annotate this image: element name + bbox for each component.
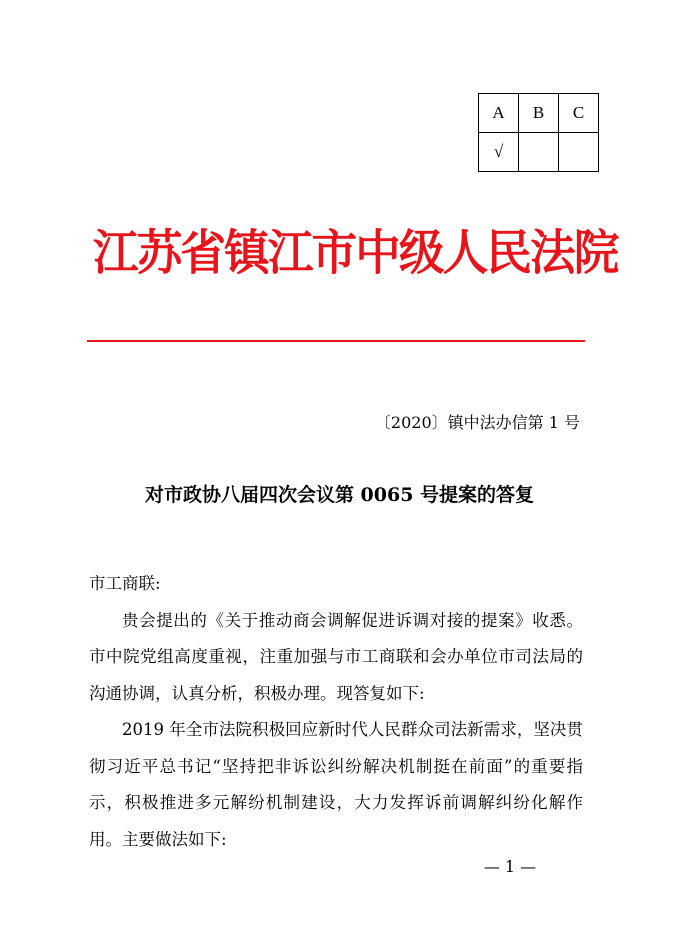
- grade-header-b: B: [519, 94, 559, 133]
- body-paragraph: 贵会提出的《关于推动商会调解促进诉调对接的提案》收悉。市中院党组高度重视，注重加强与市工商联和会办单位市司法局的沟通协调，认真分析，积极办理。现答复如下:: [89, 610, 583, 703]
- grade-box: [478, 93, 599, 172]
- body-paragraph: 2019 年全市法院积极回应新时代人民群众司法新需求，坚决贯彻习近平总书记“坚持把非诉讼纠纷解决机制挺在前面”的重要指示，积极推进多元解纷机制建设，大力发挥诉前调解纠纷化解作用。主要做法如下:: [89, 720, 583, 849]
- document-number: 〔2020〕镇中法办信第 1 号: [374, 413, 580, 432]
- grade-header-row: [479, 94, 599, 133]
- grade-header-c: C: [559, 94, 599, 133]
- salutation: 市工商联:: [89, 574, 161, 593]
- page-number: — 1 —: [483, 857, 537, 876]
- grade-mark-c: [559, 133, 599, 172]
- red-divider: [87, 340, 585, 342]
- document-body: [89, 566, 583, 858]
- grade-header-a: A: [479, 94, 519, 133]
- court-name-heading: 江苏省镇江市中级人民法院: [93, 225, 618, 281]
- grade-mark-a: √: [479, 133, 519, 172]
- grade-mark-row: [479, 133, 599, 172]
- document-title: 对市政协八届四次会议第 0065 号提案的答复: [144, 484, 535, 506]
- grade-mark-b: [519, 133, 559, 172]
